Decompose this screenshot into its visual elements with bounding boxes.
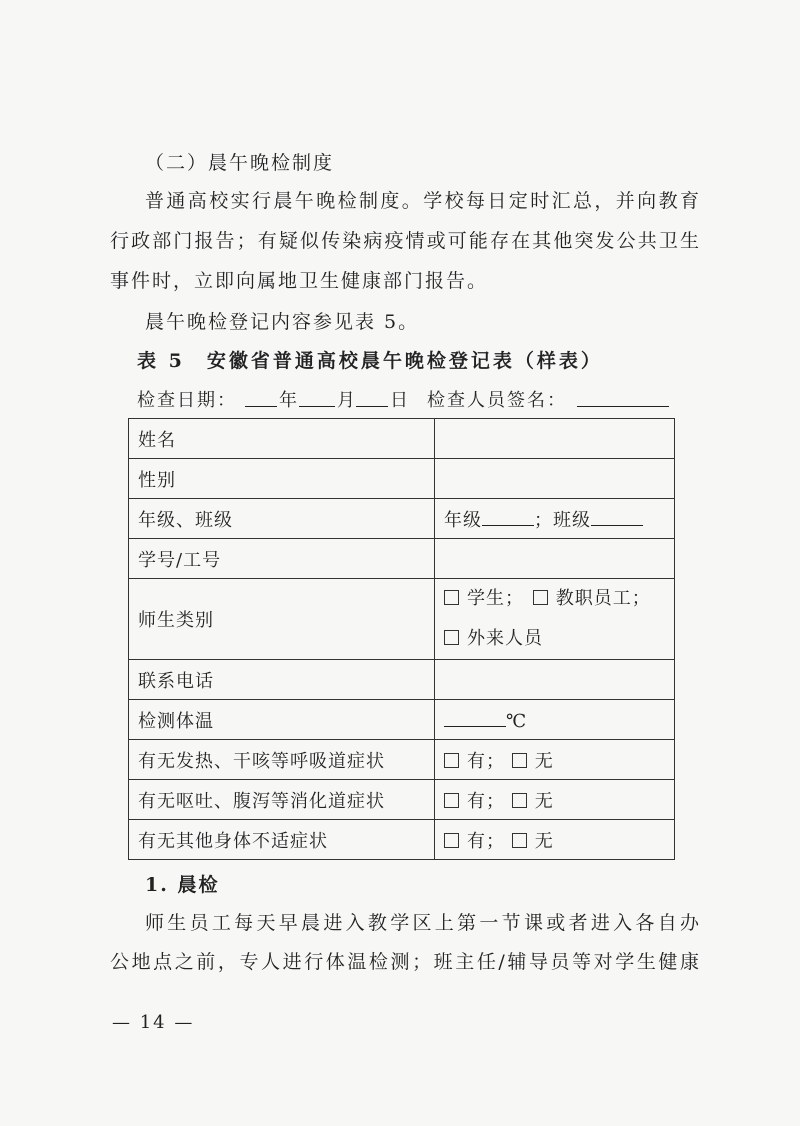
yes-option-label: 有； <box>467 790 505 812</box>
table-row <box>129 660 675 700</box>
paragraph-line: 公地点之前，专人进行体温检测；班主任/辅导员等对学生健康 <box>110 951 699 973</box>
paragraph-line: 晨午晚检登记内容参见表 5。 <box>145 311 420 333</box>
respiratory-symptom-options <box>435 740 675 780</box>
temperature-blank[interactable] <box>444 708 506 727</box>
day-blank[interactable] <box>356 386 388 407</box>
respiratory-no-checkbox[interactable] <box>512 753 527 768</box>
year-label: 年 <box>279 390 297 411</box>
gender-field[interactable] <box>435 459 675 499</box>
phone-field[interactable] <box>435 660 675 700</box>
other-symptom-options <box>435 820 675 860</box>
staff-checkbox[interactable] <box>533 590 548 605</box>
no-option-label: 无 <box>534 830 554 852</box>
visitor-option-label: 外来人员 <box>467 628 543 649</box>
inspector-signature-blank[interactable] <box>577 386 669 407</box>
paragraph-line: 师生员工每天早晨进入教学区上第一节课或者进入各自办 <box>145 912 699 934</box>
phone-label: 联系电话 <box>129 660 435 700</box>
digestive-yes-checkbox[interactable] <box>444 793 459 808</box>
respiratory-symptom-label: 有无发热、干咳等呼吸道症状 <box>129 740 435 780</box>
no-option-label: 无 <box>534 790 554 812</box>
id-number-label: 学号/工号 <box>129 539 435 579</box>
other-no-checkbox[interactable] <box>512 833 527 848</box>
table-row <box>129 499 675 539</box>
other-yes-checkbox[interactable] <box>444 833 459 848</box>
celsius-unit: ℃ <box>506 710 528 732</box>
month-label: 月 <box>337 390 355 411</box>
paragraph-line: 行政部门报告；有疑似传染病疫情或可能存在其他突发公共卫生 <box>110 230 699 252</box>
digestive-no-checkbox[interactable] <box>512 793 527 808</box>
other-symptom-label: 有无其他身体不适症状 <box>129 820 435 860</box>
grade-blank[interactable] <box>482 507 534 526</box>
table-row <box>129 579 675 660</box>
date-label: 检查日期： <box>137 390 237 411</box>
yes-option-label: 有； <box>467 750 505 772</box>
visitor-checkbox[interactable] <box>444 630 459 645</box>
paragraph-line: 事件时，立即向属地卫生健康部门报告。 <box>110 270 489 292</box>
subheading: 1. 晨检 <box>145 874 220 896</box>
table-row <box>129 539 675 579</box>
grade-class-field <box>435 499 675 539</box>
paragraph-line: 普通高校实行晨午晚检制度。学校每日定时汇总，并向教育 <box>145 190 699 212</box>
table-caption: 表 5 安徽省普通高校晨午晚检登记表（样表） <box>137 350 603 372</box>
year-blank[interactable] <box>245 386 277 407</box>
inspection-meta-row <box>137 386 677 412</box>
digestive-symptom-options <box>435 780 675 820</box>
page-number: — 14 — <box>112 1012 195 1033</box>
id-number-field[interactable] <box>435 539 675 579</box>
name-field[interactable] <box>435 419 675 459</box>
grade-sub-label: 年级 <box>444 509 482 531</box>
table-row <box>129 780 675 820</box>
student-option-label: 学生； <box>467 588 524 609</box>
section-heading: （二）晨午晚检制度 <box>145 152 335 174</box>
no-option-label: 无 <box>534 750 554 772</box>
yes-option-label: 有； <box>467 830 505 852</box>
respiratory-yes-checkbox[interactable] <box>444 753 459 768</box>
month-blank[interactable] <box>299 386 335 407</box>
class-blank[interactable] <box>591 507 643 526</box>
gender-label: 性别 <box>129 459 435 499</box>
table-row <box>129 740 675 780</box>
digestive-symptom-label: 有无呕吐、腹泻等消化道症状 <box>129 780 435 820</box>
table-row <box>129 700 675 740</box>
table-row <box>129 419 675 459</box>
table-row <box>129 459 675 499</box>
student-checkbox[interactable] <box>444 590 459 605</box>
table-row <box>129 820 675 860</box>
class-sub-label: ；班级 <box>534 509 591 531</box>
temperature-field <box>435 700 675 740</box>
temperature-label: 检测体温 <box>129 700 435 740</box>
category-options <box>435 579 675 660</box>
staff-option-label: 教职员工； <box>555 588 651 609</box>
inspector-label: 检查人员签名： <box>427 390 567 411</box>
day-label: 日 <box>390 390 408 411</box>
registration-form-table <box>128 418 675 860</box>
grade-class-label: 年级、班级 <box>129 499 435 539</box>
category-label: 师生类别 <box>129 579 435 660</box>
name-label: 姓名 <box>129 419 435 459</box>
